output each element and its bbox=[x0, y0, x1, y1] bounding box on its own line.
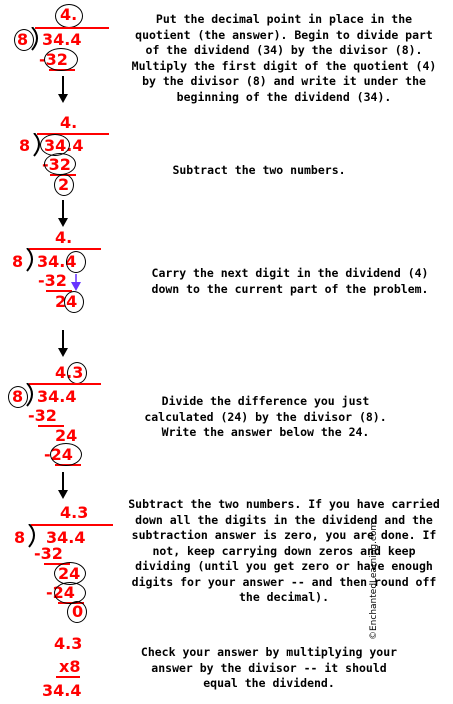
step-5-partial: 24 bbox=[58, 564, 81, 583]
step-3-quotient: 4. bbox=[55, 228, 73, 247]
step-5-instruction: Subtract the two numbers. If you have carried down all the digits in the dividend and the subtraction answer is zero, you are done. If not, keep carrying down zeros and keep dividing (until you get zero or have enough digits for your answer -- and then round off the decimal). bbox=[128, 497, 440, 604]
carried-digit-circle bbox=[66, 251, 86, 273]
step-1-product: -32 bbox=[39, 50, 68, 69]
division-bar bbox=[29, 383, 101, 385]
down-arrow-3 bbox=[56, 330, 70, 358]
division-bar bbox=[29, 248, 101, 250]
step-5-quotient: 4.3 bbox=[60, 503, 89, 522]
division-bar bbox=[35, 27, 109, 29]
step-2-dividend: 34.4 bbox=[44, 136, 84, 155]
quotient-digit-circle bbox=[55, 4, 83, 28]
step-3-product: -32 bbox=[38, 271, 67, 290]
divisor-circle bbox=[14, 29, 34, 51]
step-3-divisor: 8 bbox=[12, 252, 24, 271]
new-product-circle bbox=[54, 582, 86, 604]
down-arrow-4 bbox=[56, 472, 70, 500]
down-arrow-2 bbox=[56, 200, 70, 228]
step-2-product: -32 bbox=[42, 155, 71, 174]
check-quotient: 4.3 bbox=[54, 634, 83, 653]
step-1-divisor: 8 bbox=[17, 30, 29, 49]
step-3-brought-down: 24 bbox=[55, 292, 78, 311]
step-1-instruction: Put the decimal point in place in the quotient (the answer). Begin to divide part of the dividend (34) by the divisor (8). Multiply the first digit of the quotient (4) by the divisor (8) and write it under the beginning of the dividend (34). bbox=[131, 12, 437, 104]
step-1-quotient: 4. bbox=[60, 5, 78, 24]
step-2-quotient: 4. bbox=[60, 113, 78, 132]
division-bar bbox=[31, 524, 113, 526]
step-3-dividend: 34.4 bbox=[37, 252, 77, 271]
step-4-instruction: Divide the difference you just calculated (24) by the divisor (8). Write the answer below the 24. bbox=[144, 394, 387, 439]
check-multiplier: x8 bbox=[59, 657, 81, 676]
remainder-circle bbox=[67, 601, 87, 623]
check-underline bbox=[56, 676, 80, 678]
product-circle bbox=[44, 48, 78, 71]
product-circle bbox=[44, 153, 76, 175]
check-instruction: Check your answer by multiplying your answer by the divisor -- it should equal the dividend. bbox=[140, 645, 398, 690]
step-3-instruction: Carry the next digit in the dividend (4) down to the current part of the problem. bbox=[151, 266, 429, 296]
step-2-instruction: Subtract the two numbers. bbox=[172, 163, 346, 177]
divisor-circle bbox=[8, 386, 28, 408]
copyright-credit: ©EnchantedLearning.com bbox=[368, 521, 379, 640]
step-5-remainder: 0 bbox=[72, 602, 84, 621]
carry-down-arrow bbox=[71, 274, 81, 292]
step-4-product: -32 bbox=[28, 406, 57, 425]
step-1-dividend: 34.4 bbox=[42, 30, 82, 49]
step-2-divisor: 8 bbox=[19, 136, 31, 155]
step-5-divisor: 8 bbox=[14, 528, 26, 547]
step-4-new-product: -24 bbox=[44, 445, 73, 464]
step-5-product: -32 bbox=[34, 544, 63, 563]
check-product: 34.4 bbox=[42, 681, 82, 700]
step-4-dividend: 34.4 bbox=[37, 387, 77, 406]
new-quotient-digit-circle bbox=[67, 362, 87, 384]
down-arrow-1 bbox=[56, 76, 70, 104]
step-5-dividend: 34.4 bbox=[46, 528, 86, 547]
step-4-quotient: 4.3 bbox=[55, 363, 84, 382]
new-product-circle bbox=[50, 443, 82, 466]
difference-circle bbox=[54, 174, 74, 196]
brought-down-digit-circle bbox=[64, 291, 84, 313]
step-4-partial: 24 bbox=[55, 426, 78, 445]
step-5-new-product: -24 bbox=[46, 583, 75, 602]
step-2-difference: 2 bbox=[58, 175, 70, 194]
step-4-divisor: 8 bbox=[12, 387, 24, 406]
